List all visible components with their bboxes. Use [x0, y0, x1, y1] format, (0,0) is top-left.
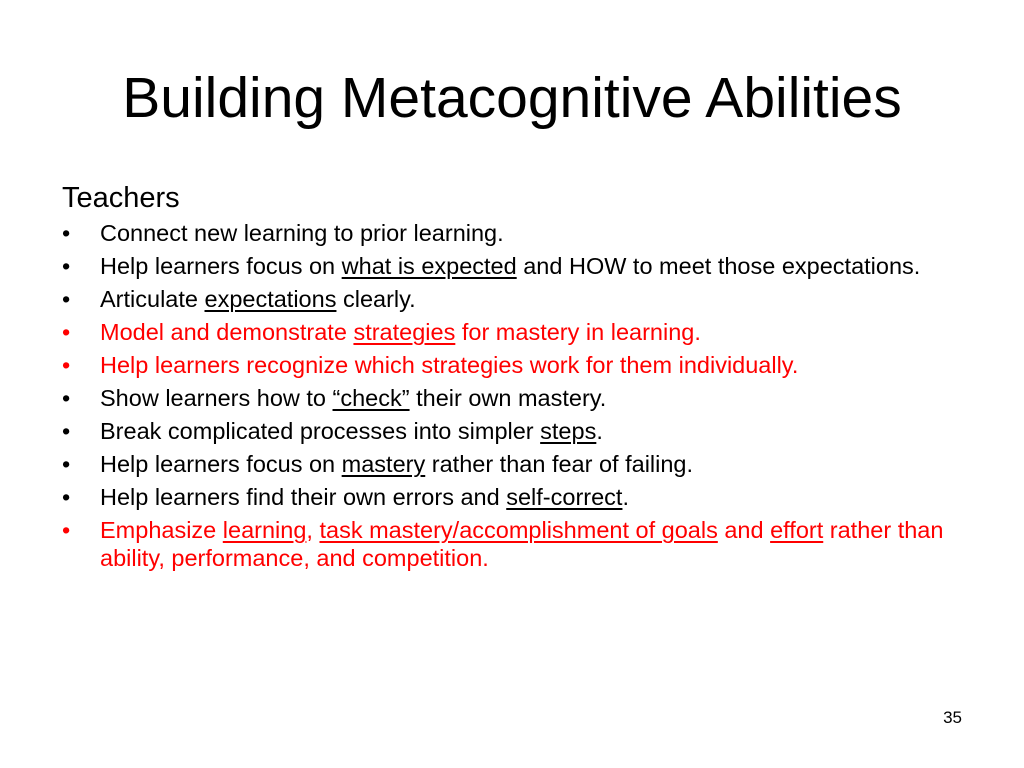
bullet-marker: • — [62, 385, 71, 411]
bullet-text: and — [717, 517, 771, 543]
bullet-marker: • — [62, 517, 71, 543]
bullet-item — [62, 285, 972, 313]
bullet-item — [62, 318, 972, 346]
bullet-text: rather than fear of failing. — [425, 451, 694, 477]
page-number: 35 — [943, 708, 962, 727]
bullet-text: for mastery in learning. — [455, 319, 701, 345]
bullet-item — [62, 516, 972, 572]
bullet-text: Emphasize — [100, 517, 223, 543]
bullet-text: , — [306, 517, 320, 543]
slide-title: Building Metacognitive Abilities — [122, 66, 902, 130]
bullet-item — [62, 384, 972, 412]
underlined-term: task mastery/accomplishment of goals — [319, 517, 718, 543]
bullet-text: clearly. — [336, 286, 416, 312]
underlined-term: strategies — [353, 319, 456, 345]
bullet-item — [62, 483, 972, 511]
slide-body — [62, 179, 972, 572]
underlined-term: what is expected — [341, 253, 517, 279]
underlined-term: expectations — [204, 286, 337, 312]
bullet-item — [62, 252, 972, 280]
bullet-marker: • — [62, 484, 71, 510]
bullet-item — [62, 219, 972, 247]
bullet-item — [62, 417, 972, 445]
bullet-text: Connect new learning to prior learning. — [100, 220, 504, 246]
bullet-text: their own mastery. — [409, 385, 607, 411]
bullet-marker: • — [62, 418, 71, 444]
bullet-text: . — [622, 484, 629, 510]
bullet-text: Help learners focus on — [100, 253, 342, 279]
bullet-text: . — [596, 418, 603, 444]
underlined-term: steps — [540, 418, 597, 444]
bullet-text: and HOW to meet those expectations. — [516, 253, 921, 279]
bullet-item — [62, 450, 972, 478]
underlined-term: self-correct — [506, 484, 623, 510]
bullet-marker: • — [62, 220, 71, 246]
section-heading: Teachers — [62, 182, 180, 214]
bullet-text: Show learners how to — [100, 385, 333, 411]
bullet-marker: • — [62, 253, 71, 279]
bullet-text: rather than ability, performance, and competition. — [100, 517, 944, 571]
bullet-text: Model and demonstrate — [100, 319, 354, 345]
bullet-text: Articulate — [100, 286, 205, 312]
bullet-marker: • — [62, 286, 71, 312]
bullet-list — [62, 219, 972, 572]
bullet-marker: • — [62, 451, 71, 477]
bullet-item — [62, 351, 972, 379]
bullet-text: Help learners recognize which strategies work for them individually. — [100, 352, 799, 378]
bullet-text: Break complicated processes into simpler — [100, 418, 541, 444]
bullet-text: Help learners focus on — [100, 451, 342, 477]
underlined-term: learning — [222, 517, 307, 543]
bullet-marker: • — [62, 319, 71, 345]
bullet-text: Help learners find their own errors and — [100, 484, 507, 510]
underlined-term: “check” — [332, 385, 410, 411]
underlined-term: mastery — [341, 451, 426, 477]
bullet-marker: • — [62, 352, 71, 378]
underlined-term: effort — [770, 517, 824, 543]
